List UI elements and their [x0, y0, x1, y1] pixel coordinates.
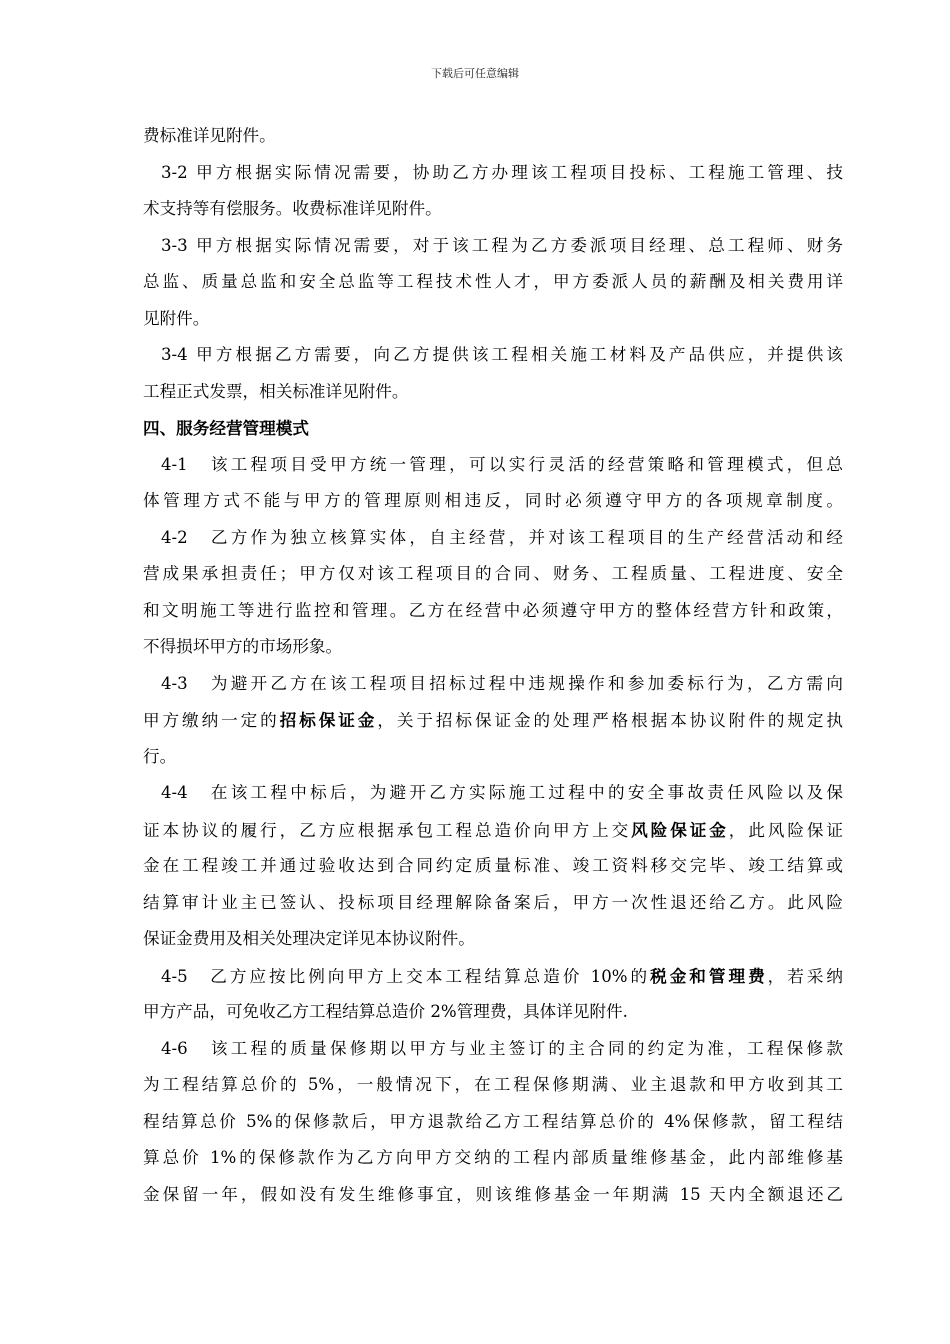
text-segment: ，若采纳 — [767, 966, 844, 986]
text-line: 金保留一年，假如没有发生维修事宜，则该维修基金一年期满 15 天内全额退还乙 — [143, 1184, 843, 1204]
section-heading: 四、服务经营管理模式 — [143, 418, 309, 438]
text-line: 4-6 该工程的质量保修期以甲方与业主签订的主合同的约定为准，工程保修款 — [161, 1038, 843, 1058]
text-line: 3-2 甲方根据实际情况需要，协助乙方办理该工程项目投标、工程施工管理、技 — [161, 162, 843, 182]
text-line: 术支持等有偿服务。收费标准详见附件。 — [143, 199, 442, 218]
text-line: 结算审计业主已签认、投标项目经理解除备案后，甲方一次性退还给乙方。此风险 — [143, 892, 843, 912]
text-line: 4-3 为避开乙方在该工程项目招标过程中违规操作和参加委标行为，乙方需向 — [161, 673, 843, 693]
text-segment: 甲方缴纳一定的 — [143, 711, 280, 730]
text-line: 4-2 乙方作为独立核算实体，自主经营，并对该工程项目的生产经营活动和经 — [161, 527, 843, 547]
text-segment: ，关于招标保证金的处理严格根据本协议附件的规定执 — [377, 711, 844, 730]
text-line: 甲方产品，可免收乙方工程结算总造价 2%管理费，具体详见附件. — [143, 1002, 628, 1021]
text-line: 行。 — [143, 746, 177, 766]
bold-term-risk-deposit: 风险保证金 — [631, 819, 729, 840]
document-body — [143, 118, 843, 1213]
text-line: 算总价 1%的保修款作为乙方向甲方交纳的工程内部质量维修基金，此内部维修基 — [143, 1148, 843, 1167]
text-line: 营成果承担责任；甲方仅对该工程项目的合同、财务、工程质量、工程进度、安全 — [143, 564, 843, 583]
bold-term-tax-fee: 税金和管理费 — [650, 965, 768, 986]
text-line: 费标准详见附件。 — [143, 126, 276, 145]
text-line: 总监、质量总监和安全总监等工程技术性人才，甲方委派人员的薪酬及相关费用详 — [143, 272, 843, 291]
text-line: 和文明施工等进行监控和管理。乙方在经营中必须遵守甲方的整体经营方针和政策， — [143, 600, 843, 620]
text-line: 工程正式发票，相关标准详见附件。 — [143, 381, 409, 401]
text-segment: 4-5 乙方应按比例向甲方上交本工程结算总造价 10%的 — [161, 966, 651, 986]
text-line — [143, 702, 843, 739]
text-line: 见附件。 — [143, 308, 210, 328]
text-line: 3-3 甲方根据实际情况需要，对于该工程为乙方委派项目经理、总工程师、财务 — [161, 235, 843, 255]
text-segment: ，此风险保证 — [728, 820, 844, 840]
bold-term-bid-deposit: 招标保证金 — [279, 710, 378, 730]
text-line: 为工程结算总价的 5%，一般情况下，在工程保修期满、业主退款和甲方收到其工 — [143, 1075, 843, 1094]
text-line: 金在工程竣工并通过验收达到合同约定质量标准、竣工资料移交完毕、竣工结算或 — [143, 856, 843, 875]
text-line — [143, 958, 843, 995]
text-segment: 证本协议的履行，乙方应根据承包工程总造价向甲方上交 — [143, 820, 632, 840]
text-line: 3-4 甲方根据乙方需要，向乙方提供该工程相关施工材料及产品供应，并提供该 — [161, 345, 843, 364]
text-line — [143, 812, 843, 849]
text-line: 程结算总价 5%的保修款后，甲方退款给乙方工程结算总价的 4%保修款，留工程结 — [143, 1111, 843, 1131]
text-line: 体管理方式不能与甲方的管理原则相违反，同时必须遵守甲方的各项规章制度。 — [143, 491, 843, 510]
text-line: 保证金费用及相关处理决定详见本协议附件。 — [143, 929, 475, 948]
page-header: 下载后可任意编辑 — [431, 67, 519, 80]
text-line: 4-1 该工程项目受甲方统一管理，可以实行灵活的经营策略和管理模式，但总 — [161, 454, 843, 474]
text-line: 不得损坏甲方的市场形象。 — [143, 637, 343, 656]
text-line: 4-4 在该工程中标后，为避开乙方实际施工过程中的安全事故责任风险以及保 — [161, 783, 843, 802]
